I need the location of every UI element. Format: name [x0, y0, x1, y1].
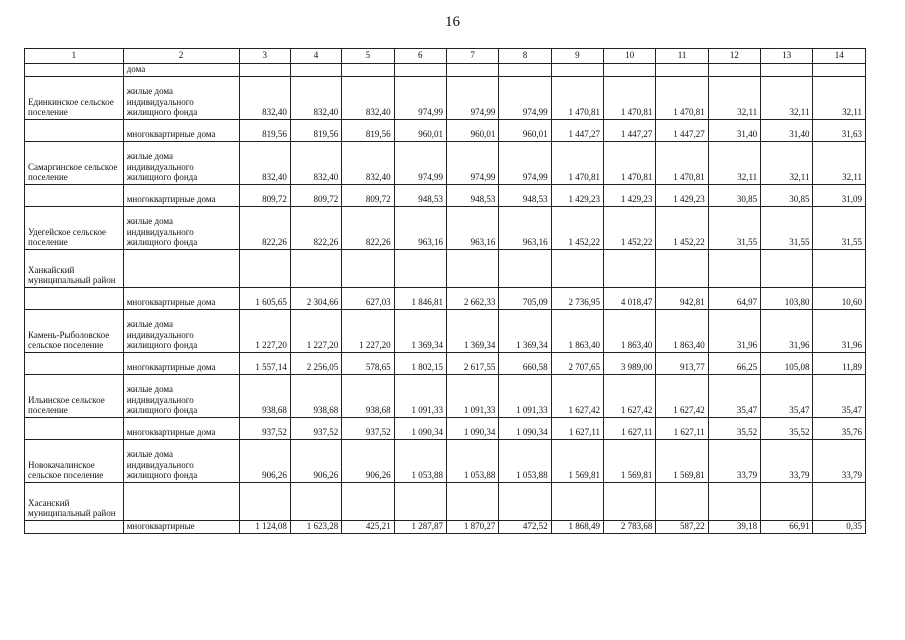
table-row	[25, 352, 866, 374]
value-cell	[813, 482, 866, 520]
value-cell	[708, 249, 760, 287]
value-cell: 1 090,34	[446, 417, 498, 439]
value-cell: 32,11	[708, 76, 760, 119]
value-cell: 1 429,23	[551, 184, 603, 206]
value-cell: 1 091,33	[499, 374, 551, 417]
value-cell: 937,52	[342, 417, 394, 439]
value-cell: 66,91	[761, 520, 813, 533]
value-cell: 960,01	[394, 119, 446, 141]
value-cell: 30,85	[708, 184, 760, 206]
value-cell: 1 053,88	[446, 439, 498, 482]
value-cell: 1 627,42	[604, 374, 656, 417]
table-row	[25, 64, 866, 77]
value-cell	[761, 64, 813, 77]
value-cell: 963,16	[499, 206, 551, 249]
value-cell: 906,26	[342, 439, 394, 482]
value-cell	[604, 249, 656, 287]
table-row	[25, 119, 866, 141]
value-cell	[656, 482, 708, 520]
value-cell: 1 863,40	[656, 309, 708, 352]
value-cell: 103,80	[761, 287, 813, 309]
value-cell: 1 091,33	[394, 374, 446, 417]
value-cell	[290, 64, 341, 77]
value-cell: 1 091,33	[446, 374, 498, 417]
header-cell: 2	[123, 49, 239, 64]
value-cell: 1 369,34	[499, 309, 551, 352]
municipality-cell: Самаргинское сельское поселение	[25, 141, 124, 184]
value-cell: 1 227,20	[290, 309, 341, 352]
value-cell: 1 369,34	[394, 309, 446, 352]
value-cell: 819,56	[239, 119, 290, 141]
housing-type-cell	[123, 482, 239, 520]
value-cell: 1 868,49	[551, 520, 603, 533]
value-cell: 2 256,05	[290, 352, 341, 374]
housing-type-cell: жилые дома индивидуального жилищного фонда	[123, 374, 239, 417]
value-cell	[342, 64, 394, 77]
value-cell: 1 090,34	[499, 417, 551, 439]
value-cell: 32,11	[761, 141, 813, 184]
value-cell: 1 429,23	[604, 184, 656, 206]
value-cell: 31,96	[708, 309, 760, 352]
value-cell: 425,21	[342, 520, 394, 533]
housing-type-cell: многоквартирные дома	[123, 184, 239, 206]
value-cell: 1 470,81	[656, 141, 708, 184]
housing-type-cell: многоквартирные дома	[123, 119, 239, 141]
housing-type-cell: многоквартирные дома	[123, 417, 239, 439]
value-cell: 1 452,22	[604, 206, 656, 249]
header-cell: 13	[761, 49, 813, 64]
value-cell: 1 090,34	[394, 417, 446, 439]
table-row	[25, 206, 866, 249]
value-cell: 31,40	[708, 119, 760, 141]
table-row	[25, 439, 866, 482]
value-cell: 31,09	[813, 184, 866, 206]
tariff-table	[24, 48, 866, 534]
value-cell: 33,79	[813, 439, 866, 482]
value-cell: 1 369,34	[446, 309, 498, 352]
table-row	[25, 482, 866, 520]
value-cell: 1 569,81	[551, 439, 603, 482]
value-cell: 3 989,00	[604, 352, 656, 374]
value-cell	[708, 482, 760, 520]
value-cell: 963,16	[446, 206, 498, 249]
table-row	[25, 374, 866, 417]
value-cell: 1 470,81	[551, 76, 603, 119]
value-cell	[499, 249, 551, 287]
value-cell: 1 569,81	[604, 439, 656, 482]
housing-type-cell: жилые дома индивидуального жилищного фонда	[123, 76, 239, 119]
value-cell: 1 470,81	[551, 141, 603, 184]
value-cell: 1 124,08	[239, 520, 290, 533]
value-cell: 906,26	[290, 439, 341, 482]
header-cell: 10	[604, 49, 656, 64]
value-cell: 2 304,66	[290, 287, 341, 309]
value-cell: 832,40	[342, 141, 394, 184]
value-cell: 938,68	[342, 374, 394, 417]
value-cell: 1 287,87	[394, 520, 446, 533]
value-cell: 1 470,81	[604, 76, 656, 119]
value-cell: 31,55	[708, 206, 760, 249]
value-cell: 31,55	[761, 206, 813, 249]
municipality-cell: Камень-Рыболовское сельское поселение	[25, 309, 124, 352]
municipality-cell: Ильинское сельское поселение	[25, 374, 124, 417]
value-cell: 2 707,65	[551, 352, 603, 374]
value-cell: 832,40	[239, 76, 290, 119]
value-cell: 832,40	[342, 76, 394, 119]
municipality-cell: Ханкайский муниципальный район	[25, 249, 124, 287]
value-cell	[290, 482, 341, 520]
value-cell: 31,55	[813, 206, 866, 249]
value-cell: 1 846,81	[394, 287, 446, 309]
value-cell: 1 053,88	[394, 439, 446, 482]
header-cell: 14	[813, 49, 866, 64]
value-cell: 1 605,65	[239, 287, 290, 309]
table-row	[25, 249, 866, 287]
value-cell: 4 018,47	[604, 287, 656, 309]
value-cell: 32,11	[761, 76, 813, 119]
value-cell: 1 627,11	[656, 417, 708, 439]
value-cell: 1 227,20	[239, 309, 290, 352]
header-cell: 6	[394, 49, 446, 64]
value-cell	[813, 249, 866, 287]
municipality-cell	[25, 417, 124, 439]
value-cell: 1 447,27	[656, 119, 708, 141]
municipality-cell: Новокачалинское сельское поселение	[25, 439, 124, 482]
header-cell: 5	[342, 49, 394, 64]
value-cell: 31,40	[761, 119, 813, 141]
municipality-cell	[25, 64, 124, 77]
value-cell: 32,11	[708, 141, 760, 184]
housing-type-cell: многоквартирные дома	[123, 287, 239, 309]
value-cell: 819,56	[342, 119, 394, 141]
value-cell: 913,77	[656, 352, 708, 374]
value-cell	[761, 482, 813, 520]
value-cell: 974,99	[394, 76, 446, 119]
value-cell: 1 623,28	[290, 520, 341, 533]
value-cell: 832,40	[290, 76, 341, 119]
housing-type-cell: жилые дома индивидуального жилищного фонда	[123, 309, 239, 352]
value-cell: 0,35	[813, 520, 866, 533]
header-cell: 4	[290, 49, 341, 64]
value-cell: 1 870,27	[446, 520, 498, 533]
housing-type-cell: жилые дома индивидуального жилищного фонда	[123, 206, 239, 249]
value-cell: 1 627,42	[551, 374, 603, 417]
value-cell	[761, 249, 813, 287]
housing-type-cell: многоквартирные дома	[123, 352, 239, 374]
value-cell	[239, 64, 290, 77]
housing-type-cell: дома	[123, 64, 239, 77]
table-row	[25, 417, 866, 439]
value-cell: 2 736,95	[551, 287, 603, 309]
value-cell: 705,09	[499, 287, 551, 309]
housing-type-cell	[123, 249, 239, 287]
value-cell: 66,25	[708, 352, 760, 374]
table-row	[25, 287, 866, 309]
header-cell: 11	[656, 49, 708, 64]
value-cell: 906,26	[239, 439, 290, 482]
table-row	[25, 76, 866, 119]
value-cell: 1 227,20	[342, 309, 394, 352]
value-cell: 1 053,88	[499, 439, 551, 482]
value-cell: 1 470,81	[604, 141, 656, 184]
value-cell: 974,99	[446, 76, 498, 119]
value-cell: 105,08	[761, 352, 813, 374]
value-cell: 10,60	[813, 287, 866, 309]
value-cell	[656, 64, 708, 77]
value-cell	[551, 249, 603, 287]
value-cell	[499, 482, 551, 520]
value-cell: 819,56	[290, 119, 341, 141]
municipality-cell	[25, 287, 124, 309]
value-cell	[551, 482, 603, 520]
value-cell: 1 470,81	[656, 76, 708, 119]
value-cell	[342, 482, 394, 520]
value-cell: 937,52	[239, 417, 290, 439]
housing-type-cell: многоквартирные	[123, 520, 239, 533]
value-cell	[394, 482, 446, 520]
value-cell	[813, 64, 866, 77]
header-cell: 1	[25, 49, 124, 64]
municipality-cell	[25, 520, 124, 533]
table-row	[25, 141, 866, 184]
value-cell: 31,96	[813, 309, 866, 352]
value-cell	[604, 64, 656, 77]
value-cell: 1 447,27	[551, 119, 603, 141]
value-cell: 35,47	[761, 374, 813, 417]
value-cell: 1 627,11	[604, 417, 656, 439]
table-row	[25, 520, 866, 533]
municipality-cell: Удегейское сельское поселение	[25, 206, 124, 249]
value-cell: 948,53	[499, 184, 551, 206]
municipality-cell	[25, 119, 124, 141]
value-cell: 938,68	[290, 374, 341, 417]
value-cell: 1 863,40	[604, 309, 656, 352]
value-cell: 33,79	[708, 439, 760, 482]
value-cell: 942,81	[656, 287, 708, 309]
value-cell: 948,53	[446, 184, 498, 206]
municipality-cell: Единкинское сельское поселение	[25, 76, 124, 119]
value-cell: 2 783,68	[604, 520, 656, 533]
table-row	[25, 309, 866, 352]
value-cell: 2 662,33	[446, 287, 498, 309]
value-cell: 31,96	[761, 309, 813, 352]
value-cell	[342, 249, 394, 287]
value-cell: 11,89	[813, 352, 866, 374]
value-cell: 627,03	[342, 287, 394, 309]
value-cell: 1 447,27	[604, 119, 656, 141]
value-cell: 32,11	[813, 76, 866, 119]
value-cell: 35,76	[813, 417, 866, 439]
value-cell: 30,85	[761, 184, 813, 206]
value-cell: 832,40	[290, 141, 341, 184]
value-cell: 1 627,11	[551, 417, 603, 439]
value-cell: 35,47	[813, 374, 866, 417]
municipality-cell	[25, 352, 124, 374]
value-cell: 822,26	[290, 206, 341, 249]
value-cell	[239, 482, 290, 520]
header-cell: 12	[708, 49, 760, 64]
value-cell: 974,99	[499, 141, 551, 184]
housing-type-cell: жилые дома индивидуального жилищного фонда	[123, 141, 239, 184]
value-cell: 960,01	[499, 119, 551, 141]
value-cell: 809,72	[290, 184, 341, 206]
value-cell: 35,52	[761, 417, 813, 439]
value-cell: 1 452,22	[551, 206, 603, 249]
value-cell: 31,63	[813, 119, 866, 141]
value-cell: 1 863,40	[551, 309, 603, 352]
value-cell: 1 627,42	[656, 374, 708, 417]
value-cell: 948,53	[394, 184, 446, 206]
header-cell: 9	[551, 49, 603, 64]
value-cell: 974,99	[394, 141, 446, 184]
value-cell: 1 452,22	[656, 206, 708, 249]
header-cell: 7	[446, 49, 498, 64]
value-cell: 1 429,23	[656, 184, 708, 206]
value-cell: 809,72	[342, 184, 394, 206]
value-cell: 832,40	[239, 141, 290, 184]
header-cell: 3	[239, 49, 290, 64]
value-cell: 809,72	[239, 184, 290, 206]
table-row	[25, 184, 866, 206]
value-cell: 2 617,55	[446, 352, 498, 374]
value-cell: 822,26	[342, 206, 394, 249]
value-cell	[446, 482, 498, 520]
value-cell: 35,52	[708, 417, 760, 439]
page-number: 16	[445, 14, 460, 30]
value-cell	[656, 249, 708, 287]
municipality-cell: Хасанский муниципальный район	[25, 482, 124, 520]
value-cell	[446, 249, 498, 287]
value-cell	[239, 249, 290, 287]
value-cell: 472,52	[499, 520, 551, 533]
municipality-cell	[25, 184, 124, 206]
value-cell: 1 569,81	[656, 439, 708, 482]
value-cell	[499, 64, 551, 77]
housing-type-cell: жилые дома индивидуального жилищного фонда	[123, 439, 239, 482]
value-cell	[290, 249, 341, 287]
value-cell	[394, 249, 446, 287]
value-cell	[551, 64, 603, 77]
value-cell: 938,68	[239, 374, 290, 417]
header-cell: 8	[499, 49, 551, 64]
value-cell	[446, 64, 498, 77]
value-cell: 974,99	[499, 76, 551, 119]
value-cell: 937,52	[290, 417, 341, 439]
value-cell	[604, 482, 656, 520]
value-cell: 1 557,14	[239, 352, 290, 374]
value-cell: 32,11	[813, 141, 866, 184]
value-cell: 660,58	[499, 352, 551, 374]
value-cell: 963,16	[394, 206, 446, 249]
value-cell: 33,79	[761, 439, 813, 482]
value-cell: 587,22	[656, 520, 708, 533]
value-cell	[708, 64, 760, 77]
value-cell: 578,65	[342, 352, 394, 374]
value-cell: 974,99	[446, 141, 498, 184]
value-cell: 64,97	[708, 287, 760, 309]
value-cell: 39,18	[708, 520, 760, 533]
value-cell: 1 802,15	[394, 352, 446, 374]
header-row	[25, 49, 866, 64]
value-cell: 822,26	[239, 206, 290, 249]
value-cell: 35,47	[708, 374, 760, 417]
value-cell	[394, 64, 446, 77]
value-cell: 960,01	[446, 119, 498, 141]
